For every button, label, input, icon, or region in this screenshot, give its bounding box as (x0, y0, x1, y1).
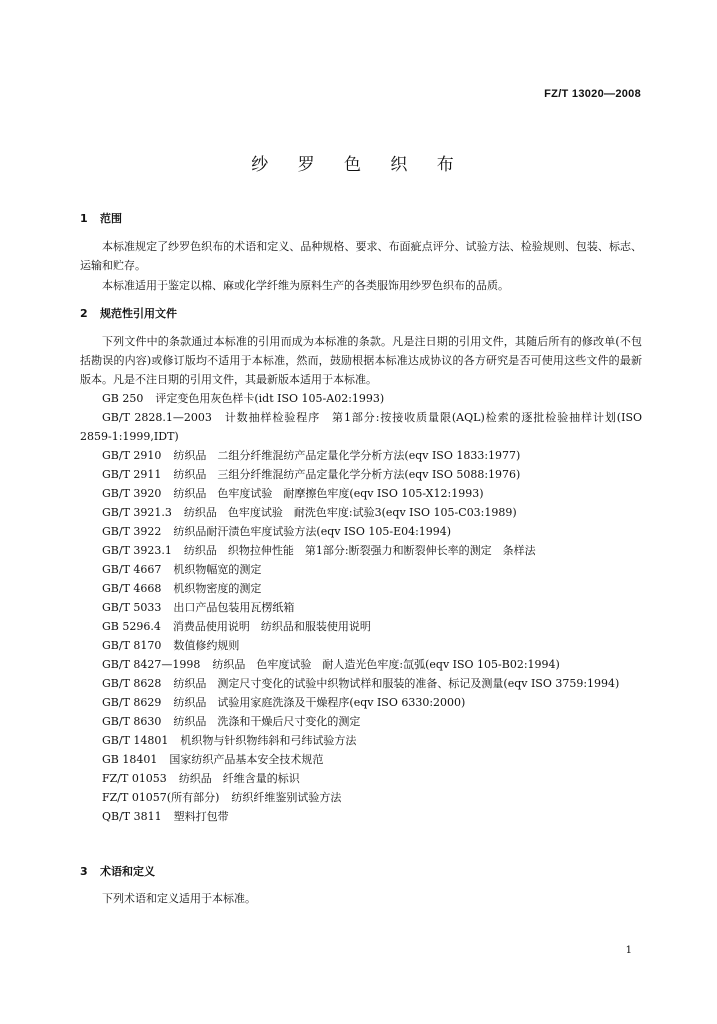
reference-item (80, 408, 642, 446)
reference-item (80, 541, 642, 560)
reference-title: 机织物密度的测定 (173, 582, 262, 595)
reference-code: GB/T 4667 (102, 563, 162, 576)
reference-code: FZ/T 01053 (102, 772, 167, 785)
reference-title: 纺织品 试验用家庭洗涤及干燥程序(eqv ISO 6330:2000) (173, 696, 466, 709)
paragraph: 下列文件中的条款通过本标准的引用而成为本标准的条款。凡是注日期的引用文件，其随后所有的修改单(不包括勘误的内容)或修订版均不适用于本标准，然而，鼓励根据本标准达成协议的各方研究是否可使用这些文件的最新版本。凡是不注日期的引用文件，其最新版本适用于本标准。 (80, 335, 642, 386)
paragraph: 本标准规定了纱罗色织布的术语和定义、品种规格、要求、布面疵点评分、试验方法、检验规则、包装、标志、运输和贮存。 (80, 240, 642, 272)
reference-title: 纺织品 三组分纤维混纺产品定量化学分析方法(eqv ISO 5088:1976) (173, 468, 521, 481)
reference-code: GB/T 8629 (102, 696, 162, 709)
reference-code: GB/T 2828.1—2003 (102, 411, 212, 424)
reference-item (80, 446, 642, 465)
reference-item (80, 617, 642, 636)
reference-title: 纺织品 色牢度试验 耐人造光色牢度:氙弧(eqv ISO 105-B02:1994) (212, 658, 560, 671)
reference-code: GB/T 2910 (102, 449, 162, 462)
reference-item (80, 750, 642, 769)
section-number: 1 (80, 212, 88, 225)
reference-item (80, 636, 642, 655)
reference-title: 数值修约规则 (173, 639, 240, 652)
reference-code: GB/T 8427—1998 (102, 658, 201, 671)
reference-title: 纺织品 色牢度试验 耐摩擦色牢度(eqv ISO 105-X12:1993) (173, 487, 484, 500)
reference-code: GB/T 8628 (102, 677, 162, 690)
reference-code: GB/T 5033 (102, 601, 162, 614)
reference-code: FZ/T 01057(所有部分) (102, 791, 220, 804)
reference-code: GB 5296.4 (102, 620, 161, 633)
standard-code: FZ/T 13020—2008 (544, 88, 641, 100)
reference-title: 纺织品 纤维含量的标识 (178, 772, 300, 785)
reference-item (80, 674, 642, 693)
reference-list (80, 389, 642, 826)
reference-item (80, 693, 642, 712)
reference-item (80, 788, 642, 807)
reference-title: 计数抽样检验程序 第1部分:按接收质量限(AQL)检索的逐批检验抽样计划(ISO 2859-1:1999,IDT) (80, 411, 642, 443)
page-number: 1 (625, 945, 632, 956)
reference-item (80, 465, 642, 484)
reference-title: 纺织品 织物拉伸性能 第1部分:断裂强力和断裂伸长率的测定 条样法 (183, 544, 536, 557)
reference-title: 纺织品 色牢度试验 耐洗色牢度:试验3(eqv ISO 105-C03:1989) (183, 506, 517, 519)
reference-item (80, 712, 642, 731)
reference-title: 机织物与针织物纬斜和弓纬试验方法 (180, 734, 357, 747)
reference-item (80, 579, 642, 598)
reference-title: 纺织品 洗涤和干燥后尺寸变化的测定 (173, 715, 361, 728)
section-heading (80, 305, 177, 321)
reference-title: 纺织品 二组分纤维混纺产品定量化学分析方法(eqv ISO 1833:1977) (173, 449, 521, 462)
section-number: 2 (80, 307, 88, 320)
reference-code: GB/T 2911 (102, 468, 162, 481)
reference-code: GB 250 (102, 392, 144, 405)
reference-title: 消费品使用说明 纺织品和服装使用说明 (172, 620, 371, 633)
reference-title: 塑料打包带 (173, 810, 229, 823)
reference-code: GB 18401 (102, 753, 158, 766)
reference-item (80, 598, 642, 617)
reference-title: 纺织纤维鉴别试验方法 (231, 791, 342, 804)
paragraph: 下列术语和定义适用于本标准。 (102, 892, 256, 905)
reference-code: GB/T 8170 (102, 639, 162, 652)
paragraph: 本标准适用于鉴定以棉、麻或化学纤维为原料生产的各类服饰用纱罗色织布的品质。 (102, 279, 509, 292)
reference-code: GB/T 3920 (102, 487, 162, 500)
reference-code: GB/T 3921.3 (102, 506, 172, 519)
reference-item (80, 484, 642, 503)
section-title: 术语和定义 (100, 865, 155, 878)
section-title: 范围 (100, 212, 122, 225)
reference-item (80, 655, 642, 674)
reference-code: GB/T 8630 (102, 715, 162, 728)
reference-title: 国家纺织产品基本安全技术规范 (169, 753, 324, 766)
reference-item (80, 769, 642, 788)
section-heading (80, 210, 122, 226)
reference-code: GB/T 14801 (102, 734, 169, 747)
reference-title: 纺织品耐汗渍色牢度试验方法(eqv ISO 105-E04:1994) (173, 525, 452, 538)
document-title: 纱 罗 色 织 布 (251, 155, 466, 175)
reference-item (80, 522, 642, 541)
section-number: 3 (80, 865, 88, 878)
reference-item (80, 389, 642, 408)
reference-title: 纺织品 测定尺寸变化的试验中织物试样和服装的准备、标记及测量(eqv ISO 3759:1994) (173, 677, 620, 690)
section-title: 规范性引用文件 (100, 307, 177, 320)
reference-item (80, 731, 642, 750)
reference-item (80, 560, 642, 579)
reference-item (80, 807, 642, 826)
reference-code: GB/T 3923.1 (102, 544, 172, 557)
reference-code: QB/T 3811 (102, 810, 162, 823)
reference-code: GB/T 4668 (102, 582, 162, 595)
reference-title: 机织物幅宽的测定 (173, 563, 262, 576)
reference-title: 出口产品包装用瓦楞纸箱 (173, 601, 295, 614)
reference-title: 评定变色用灰色样卡(idt ISO 105-A02:1993) (155, 392, 385, 405)
section-heading (80, 863, 155, 879)
reference-item (80, 503, 642, 522)
reference-code: GB/T 3922 (102, 525, 162, 538)
